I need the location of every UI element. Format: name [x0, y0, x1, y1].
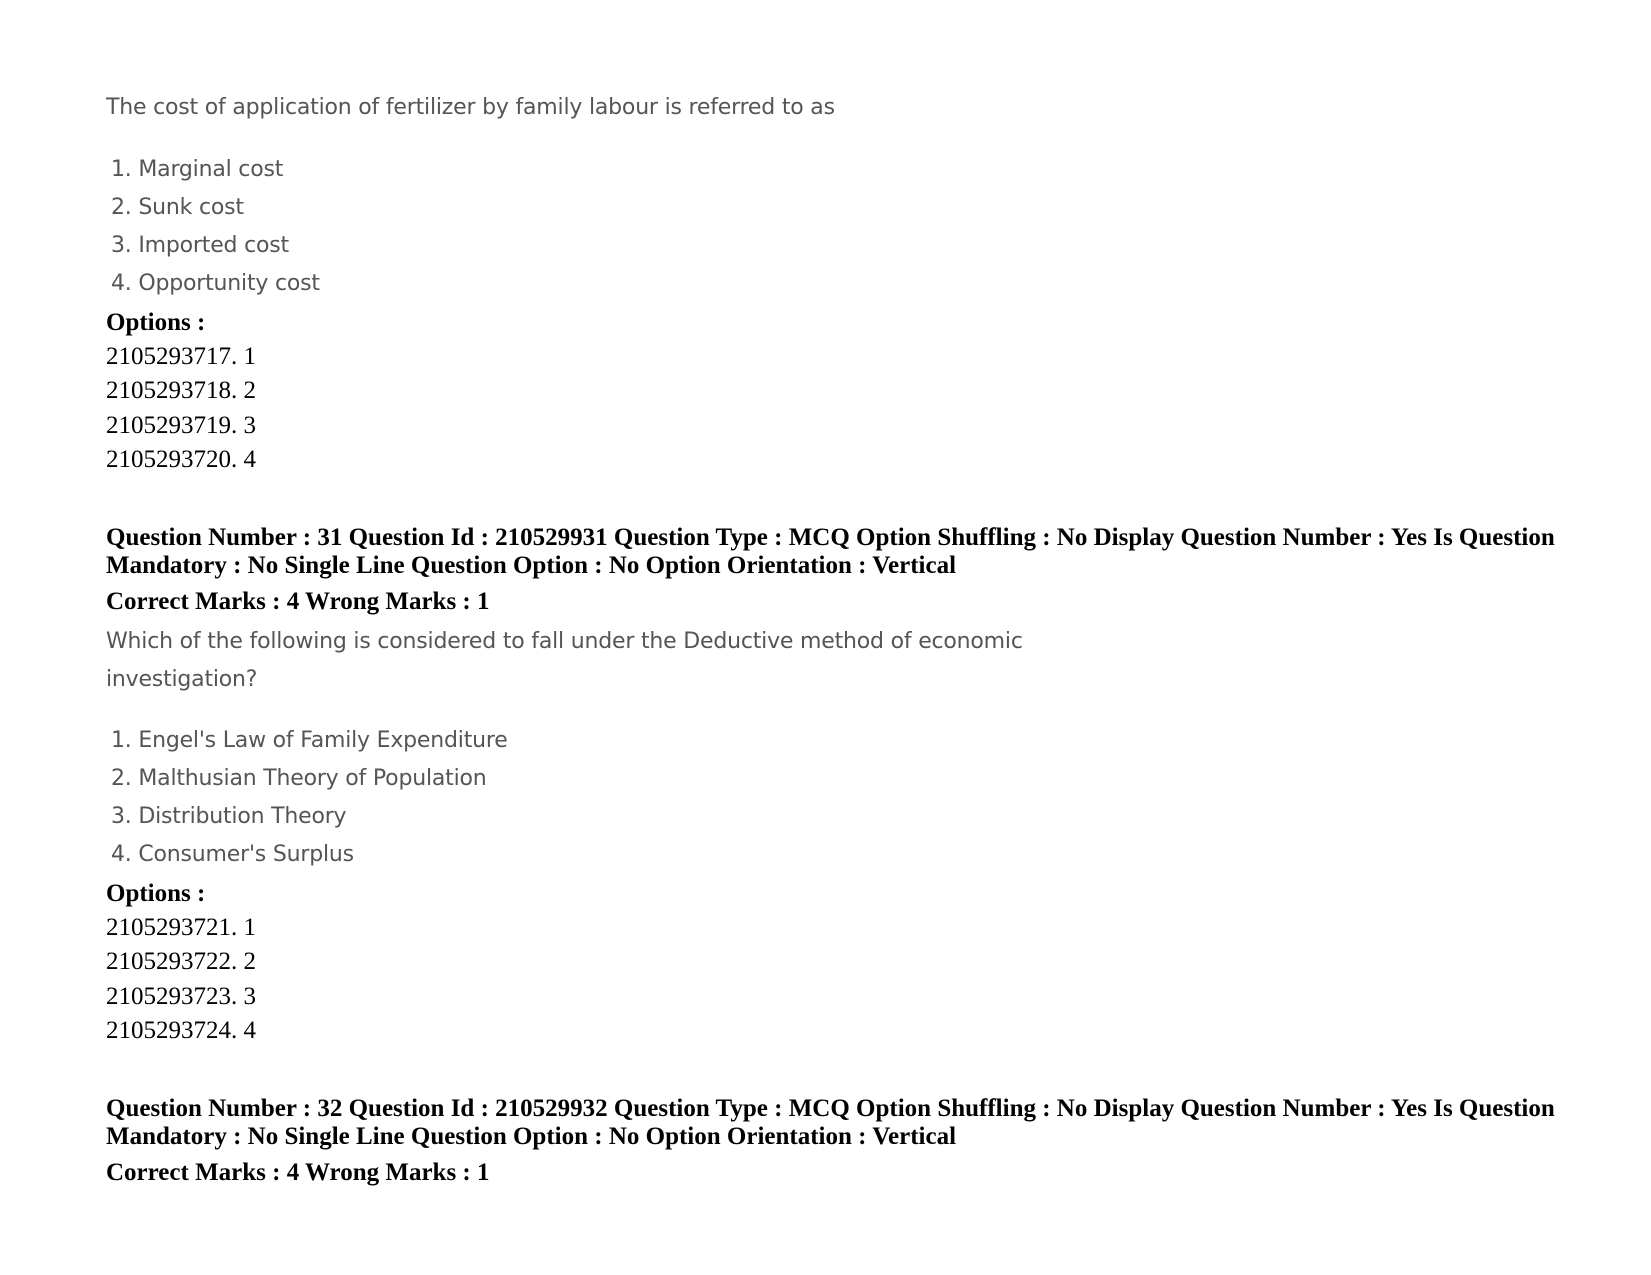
question-30-option-3: 2105293719. 3: [106, 412, 256, 439]
question-31-option-2: 2105293722. 2: [106, 948, 256, 975]
question-30-options-label: Options :: [106, 309, 206, 336]
question-31-choice-1: 1. Engel's Law of Family Expenditure: [111, 728, 508, 753]
question-31-meta-line-1: Question Number : 31 Question Id : 210529931 Question Type : MCQ Option Shuffling : No Display Question Number : Yes Is Question: [106, 524, 1555, 551]
question-31-option-3: 2105293723. 3: [106, 983, 256, 1010]
question-31-choice-2: 2. Malthusian Theory of Population: [111, 766, 487, 791]
question-30-choice-2: 2. Sunk cost: [111, 195, 244, 220]
question-31-choice-3: 3. Distribution Theory: [111, 804, 347, 829]
question-31-text-line-1: Which of the following is considered to fall under the Deductive method of economic: [106, 629, 1023, 654]
question-32-meta-line-1: Question Number : 32 Question Id : 210529932 Question Type : MCQ Option Shuffling : No Display Question Number : Yes Is Question: [106, 1095, 1555, 1122]
question-32-marks: Correct Marks : 4 Wrong Marks : 1: [106, 1159, 490, 1186]
question-31-option-1: 2105293721. 1: [106, 914, 256, 941]
question-31-text-line-2: investigation?: [106, 667, 258, 692]
question-30-option-4: 2105293720. 4: [106, 446, 256, 473]
question-30-choice-1: 1. Marginal cost: [111, 157, 284, 182]
question-31-option-4: 2105293724. 4: [106, 1017, 256, 1044]
question-31-choice-4: 4. Consumer's Surplus: [111, 842, 354, 867]
question-32-meta-line-2: Mandatory : No Single Line Question Option : No Option Orientation : Vertical: [106, 1123, 957, 1150]
question-30-choice-4: 4. Opportunity cost: [111, 271, 320, 296]
question-30-choice-3: 3. Imported cost: [111, 233, 289, 258]
question-31-marks: Correct Marks : 4 Wrong Marks : 1: [106, 588, 490, 615]
question-31-options-label: Options :: [106, 880, 206, 907]
question-31-meta-line-2: Mandatory : No Single Line Question Option : No Option Orientation : Vertical: [106, 552, 957, 579]
question-30-option-2: 2105293718. 2: [106, 377, 256, 404]
question-30-option-1: 2105293717. 1: [106, 343, 256, 370]
question-30-text: The cost of application of fertilizer by family labour is referred to as: [106, 95, 835, 120]
